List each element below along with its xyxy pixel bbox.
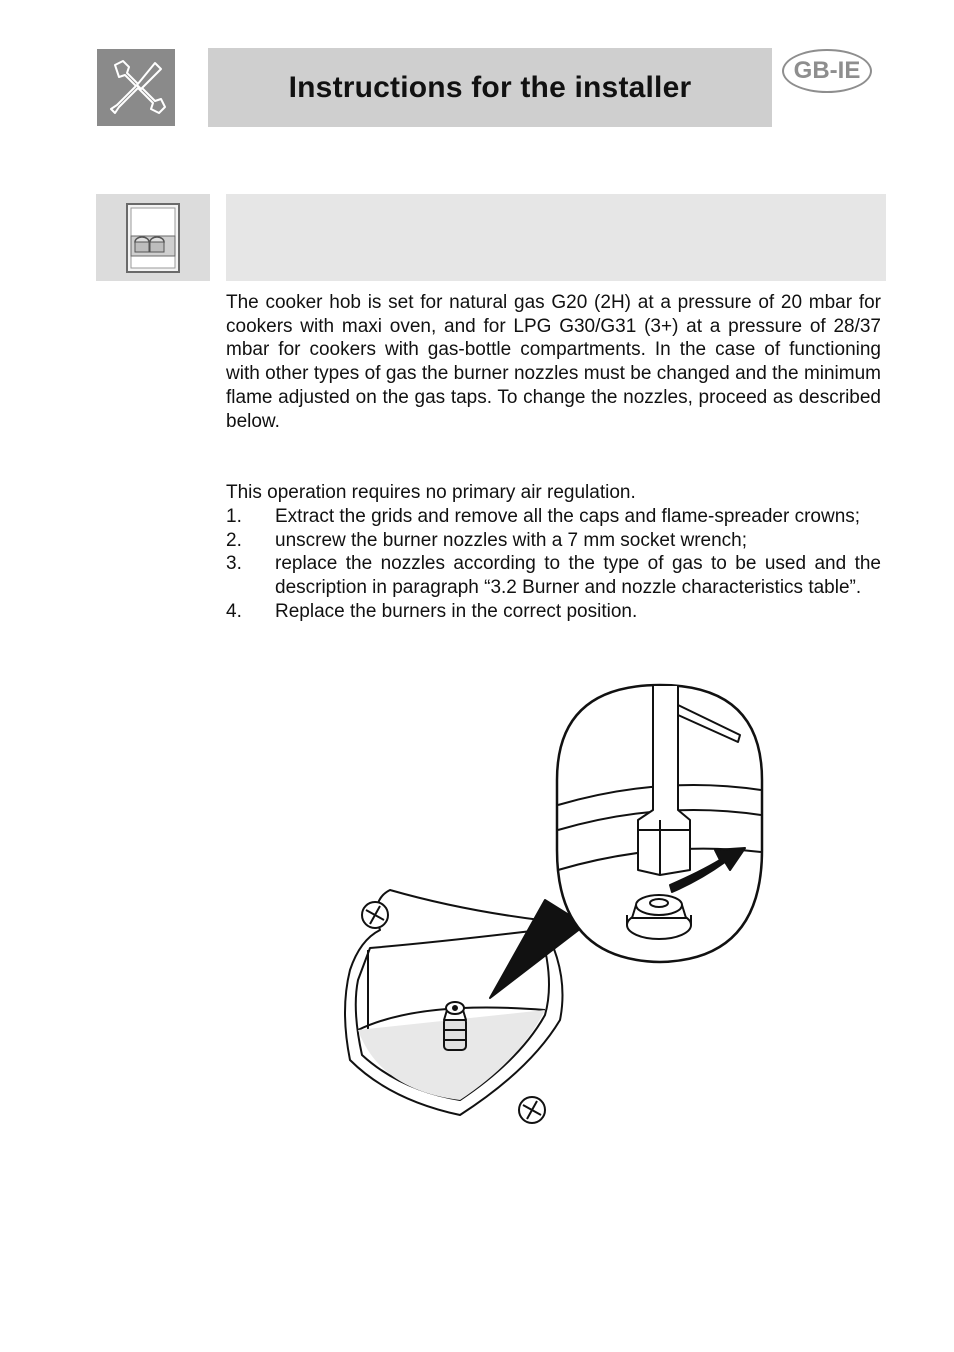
- step-number: 3.: [226, 553, 242, 575]
- wrench-screwdriver-icon: [105, 57, 167, 119]
- note-paragraph: This operation requires no primary air regulation.: [226, 482, 636, 504]
- language-badge: GB-IE: [782, 49, 872, 93]
- step-text: Replace the burners in the correct position.: [275, 600, 638, 622]
- gas-tap-knobs-icon: [125, 202, 181, 274]
- step-number: 2.: [226, 529, 242, 551]
- step-text: Extract the grids and remove all the caps and flame-spreader crowns;: [275, 505, 861, 527]
- step-number: 1.: [226, 505, 242, 527]
- page-title: Instructions for the installer: [288, 70, 692, 104]
- nozzle-replacement-illustration: [340, 680, 770, 1130]
- list-item: [226, 552, 881, 599]
- list-item: [226, 505, 881, 529]
- step-number: 4.: [226, 600, 242, 622]
- steps-list: [226, 505, 881, 624]
- section-icon: [96, 194, 210, 281]
- step-text: unscrew the burner nozzles with a 7 mm socket wrench;: [275, 529, 748, 551]
- list-item: [226, 600, 881, 624]
- list-item: [226, 529, 881, 553]
- tools-icon: [97, 49, 175, 126]
- step-text: replace the nozzles according to the type of gas to be used and the description in paragraph “3.2 Burner and nozzle characteristics table”.: [275, 553, 881, 599]
- section-heading-band: [226, 194, 886, 281]
- instructions-content: [226, 291, 881, 623]
- intro-paragraph: The cooker hob is set for natural gas G20 (2H) at a pressure of 20 mbar for cookers with maxi oven, and for LPG G30/G31 (3+) at a pressure of 28/37 mbar for cookers with gas-bottle compartments. In the case of functioning with other types of gas the burner nozzles must be changed and the minimum flame adjusted on the gas taps. To change the nozzles, proceed as described below.: [226, 292, 881, 432]
- header-bar: [208, 48, 772, 127]
